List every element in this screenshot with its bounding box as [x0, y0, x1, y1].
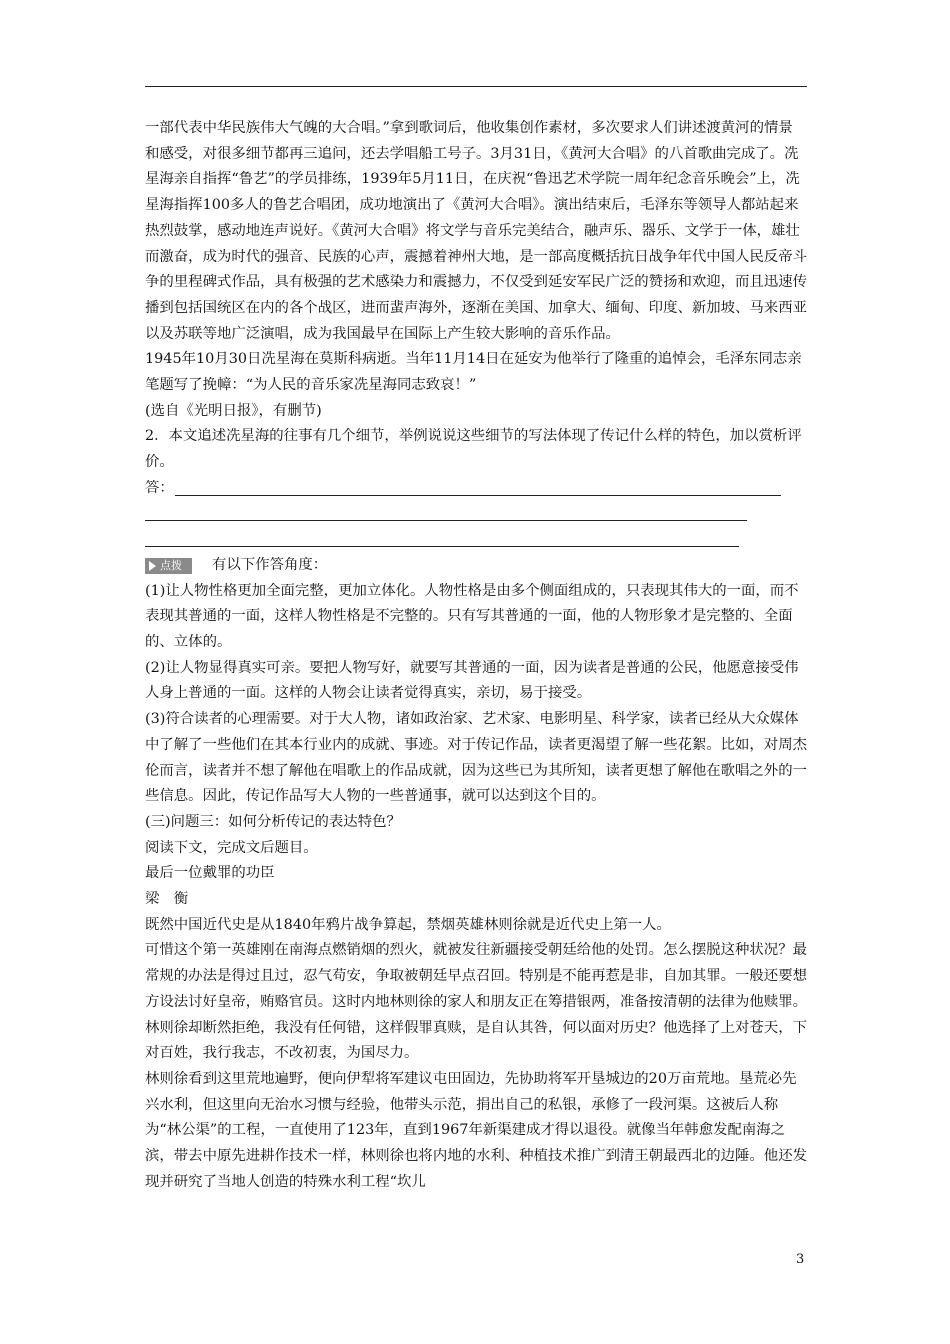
- main-content: [145, 116, 807, 1195]
- tip-header: [145, 553, 807, 579]
- article-author: 梁 衡: [145, 891, 189, 908]
- answer-line-1[interactable]: [145, 476, 807, 502]
- paragraph: (1)让人物性格更加全面完整，更加立体化。人物性格是由多个侧面组成的，只表现其伟大的一面，而不表现其普通的一面，这样人物性格是不完整的。只有写其普通的一面，他的人物形象才是完整的、全面的、立体的。: [145, 582, 799, 650]
- paragraph: (3)符合读者的心理需要。对于大人物，诸如政治家、艺术家、电影明星、科学家，读者已经从大众媒体中了解了一些他们在其本行业内的成就、事迹。对于传记作品，读者更渴望了解一些花絮。比如，对周杰伦而言，读者并不想了解他在唱歌上的作品成就，因为这些已为其所知，读者更想了解他在歌唱之外的一些信息。因此，传记作品写大人物的一些普通事，就可以达到这个目的。: [145, 711, 807, 805]
- paragraph: 既然中国近代史是从1840年鸦片战争算起，禁烟英雄林则徐就是近代史上第一人。: [145, 916, 671, 933]
- page-number: 3: [796, 1252, 805, 1267]
- answer-underline: [145, 546, 739, 547]
- header-rule: [145, 86, 807, 87]
- paragraph: 1945年10月30日冼星海在莫斯科病逝。当年11月14日在延安为他举行了隆重的追悼会，毛泽东同志亲笔题写了挽幛：“为人民的音乐家冼星海同志致哀！”: [145, 351, 802, 394]
- section-heading: (三)问题三：如何分析传记的表达特色？: [145, 813, 401, 830]
- paragraph: 阅读下文，完成文后题目。: [145, 839, 318, 856]
- paragraph: 一部代表中华民族伟大气魄的大合唱。”拿到歌词后，他收集创作素材，多次要求人们讲述渡黄河的情景和感受，对很多细节都再三追问，还去学唱船工号子。3月31日，《黄河大合唱》的八首歌曲完成了。冼星海亲自指挥“鲁艺”的学员排练，1939年5月11日，在庆祝“鲁迅艺术学院一周年纪念音乐晚会”上，冼星海指挥100多人的鲁艺合唱团，成功地演出了《黄河大合唱》。演出结束后，毛泽东等领导人都站起来热烈鼓掌，感动地连声说好。《黄河大合唱》将文学与音乐完美结合，融声乐、器乐、文学于一体，雄壮而激奋，成为时代的强音、民族的心声，震撼着神州大地，是一部高度概括抗日战争年代中国人民反帝斗争的里程碑式作品，具有极强的艺术感染力和震撼力，不仅受到延安军民广泛的赞扬和欢迎，而且迅速传播到包括国统区在内的各个战区，进而蜚声海外，逐渐在美国、加拿大、缅甸、印度、新加坡、马来西亚以及苏联等地广泛演唱，成为我国最早在国际上产生较大影响的音乐作品。: [145, 120, 807, 342]
- paragraph: 林则徐看到这里荒地遍野，便向伊犁将军建议屯田固边，先协助将军开垦城边的20万亩荒地。垦荒必先兴水利，但这里向无治水习惯与经验，他带头示范，捐出自己的私银，承修了一段河渠。这被后人称为“林公渠”的工程，一直使用了123年，直到1967年新渠建成才得以退役。就像当年韩愈发配南海之滨，带去中原先进耕作技术一样，林则徐也将内地的水利、种植技术推广到清王朝最西北的边陲。他还发现并研究了当地人创造的特殊水利工程“坎儿: [145, 1070, 807, 1190]
- tip-intro: 有以下作答角度：: [212, 556, 328, 573]
- play-arrow-icon: [149, 561, 156, 571]
- answer-line-2[interactable]: [145, 502, 807, 528]
- answer-underline: [145, 520, 747, 521]
- answer-underline: [175, 495, 781, 496]
- question-2: 2．本文追述冼星海的往事有几个细节，举例说说这些细节的写法体现了传记什么样的特色，加以赏析评价。: [145, 428, 802, 471]
- tip-badge: [145, 558, 192, 574]
- paragraph: 可惜这个第一英雄刚在南海点燃销烟的烈火，就被发往新疆接受朝廷给他的处罚。怎么摆脱这种状况？最常规的办法是得过且过，忍气苟安，争取被朝廷早点召回。特别是不能再惹是非，自加其罪。一般还要想方设法讨好皇帝，贿赂官员。这时内地林则徐的家人和朋友正在筹措银两，准备按清朝的法律为他赎罪。林则徐却断然拒绝，我没有任何错，这样假罪真赎，是自认其咎，何以面对历史？他选择了上对苍天，下对百姓，我行我志，不改初衷，为国尽力。: [145, 942, 807, 1062]
- tip-badge-label: 点拨: [160, 558, 182, 572]
- paragraph: (2)让人物显得真实可亲。要把人物写好，就要写其普通的一面，因为读者是普通的公民，他愿意接受伟人身上普通的一面。这样的人物会让读者觉得真实，亲切，易于接受。: [145, 659, 799, 702]
- article-title: 最后一位戴罪的功臣: [145, 865, 275, 882]
- answer-label: 答：: [145, 479, 174, 496]
- paragraph: (选自《光明日报》，有删节): [145, 402, 322, 419]
- answer-line-3[interactable]: [145, 527, 807, 553]
